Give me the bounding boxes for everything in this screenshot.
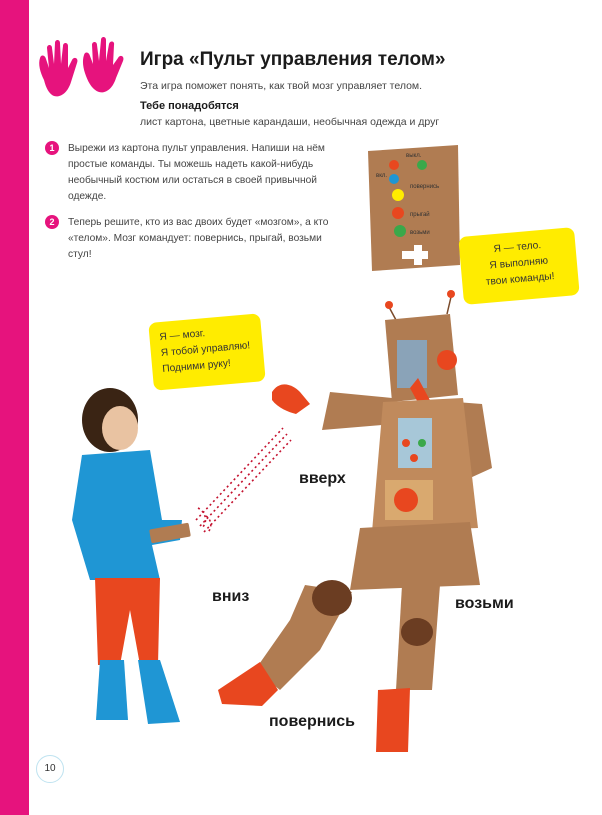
step-number: 1: [45, 141, 59, 155]
page-number: 10: [36, 755, 64, 783]
robot-speech-bubble: [458, 227, 579, 305]
intro-text: Эта игра поможет понять, как твой мозг управляет телом.: [140, 80, 423, 92]
bubble-line: Я — мозг.: [159, 328, 206, 344]
remote-label-turn: повернись: [410, 184, 440, 190]
bubble-line: Подними руку!: [161, 357, 232, 375]
remote-label-on: вкл.: [376, 173, 388, 179]
step-number: 2: [45, 215, 59, 229]
remote-label-jump: прыгай: [410, 212, 430, 218]
step-text: Вырежи из картона пульт управления. Напиши на нём простые команды. Ты можешь надеть какой-нибудь необычный костюм или остаться в своей привычной одежде.: [68, 143, 325, 202]
child-illustration: [72, 388, 191, 724]
step-text: Теперь решите, кто из вас двоих будет «мозгом», а кто «телом». Мозг командует: повернись, прыгай, возьми стул!: [68, 217, 329, 260]
bubble-line: Я — тело.: [493, 240, 542, 256]
materials-text: лист картона, цветные карандаши, необычная одежда и друг: [140, 116, 440, 128]
remote-control-illustration: [362, 143, 462, 273]
page-title: Игра «Пульт управления телом»: [140, 49, 446, 70]
command-turn: повернись: [269, 713, 355, 730]
bubble-line: Я выполняю: [489, 255, 549, 272]
materials-heading: Тебе понадобятся: [140, 100, 239, 112]
signal-waves-icon: [196, 428, 291, 532]
remote-label-take: возьми: [410, 230, 430, 236]
bubble-line: Я тобой управляю!: [160, 340, 251, 359]
child-speech-bubble: [148, 313, 266, 391]
command-down: вниз: [212, 588, 250, 605]
command-up: вверх: [299, 470, 346, 487]
remote-label-off: выкл.: [406, 153, 422, 159]
bubble-line: твои команды!: [485, 270, 555, 288]
command-take: возьми: [455, 595, 514, 612]
